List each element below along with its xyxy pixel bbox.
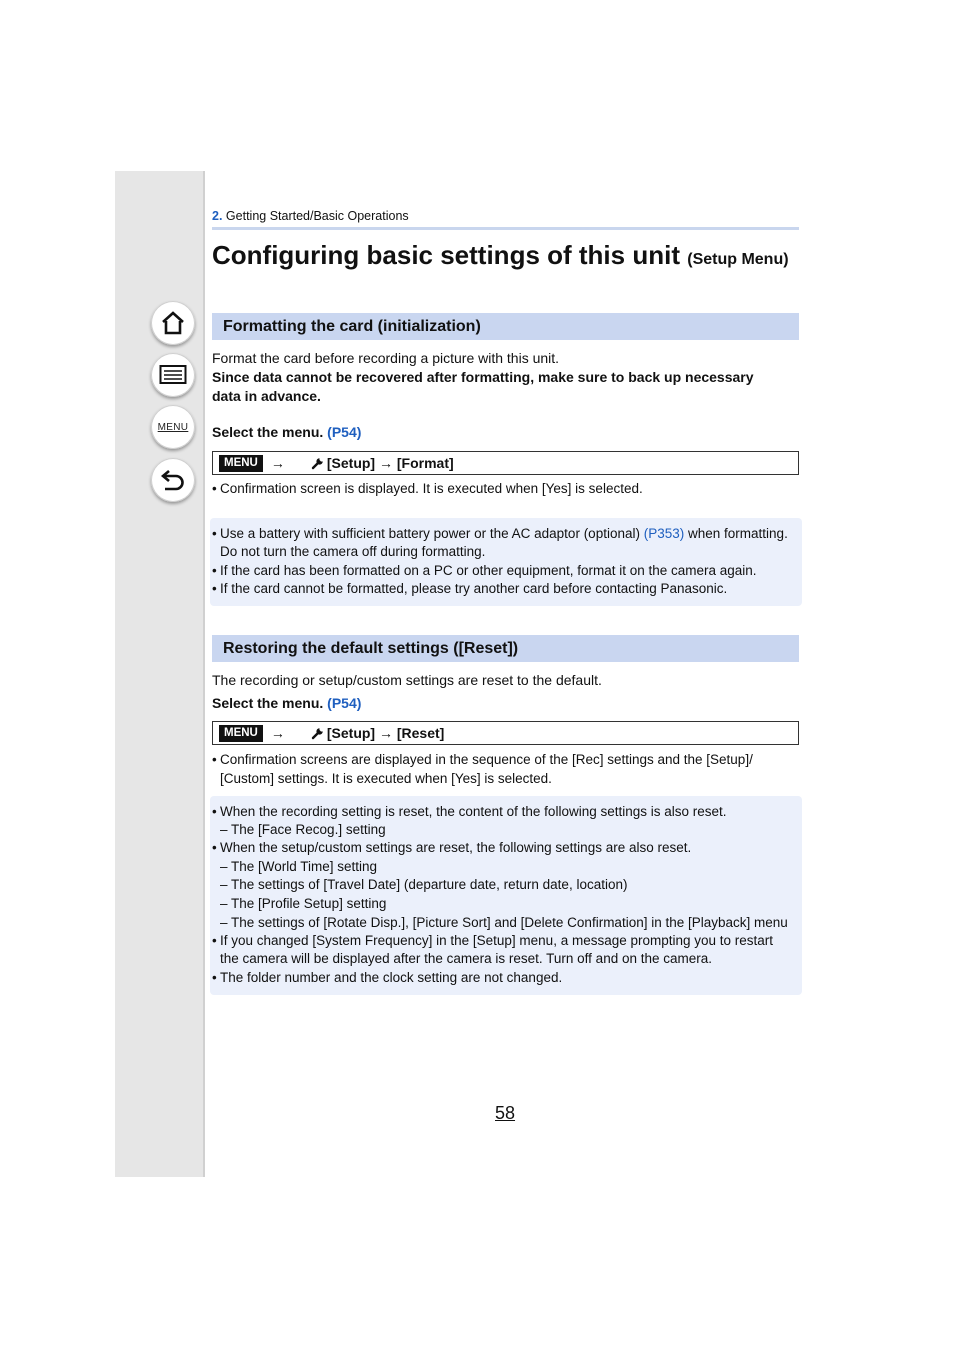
reset-note-box [210,796,802,995]
breadcrumb [212,209,409,223]
home-icon [160,310,186,336]
section-heading-format: Formatting the card (initialization) [212,313,799,340]
breadcrumb-number: 2. [212,209,223,223]
reset-intro: The recording or setup/custom settings are reset to the default. [212,672,602,688]
back-button[interactable] [151,458,195,502]
reset-note-2: • When the setup/custom settings are reset, the following settings are also reset. [212,840,692,855]
format-note-2: • If the card has been formatted on a PC or other equipment, format it on the camera again. [212,563,757,578]
format-warning-line1: Since data cannot be recovered after formatting, make sure to back up necessary [212,369,754,385]
reset-note-2-sub-4: – The settings of [Rotate Disp.], [Picture Sort] and [Delete Confirmation] in the [Playback] menu [220,915,788,930]
reset-select-menu [212,694,802,713]
format-menu-path [212,451,799,475]
header-rule [212,227,799,230]
reset-note-2-sub-1: – The [World Time] setting [220,859,378,874]
sidebar-divider [203,171,205,1177]
format-menu-path-text: [Setup] → [Format] [326,455,454,471]
reset-bullet: • Confirmation screens are displayed in the sequence of the [Rec] settings and the [Setup]/ [Custom] settings. It is executed when [Yes] is selected. [212,751,802,788]
reset-note-2-sub-3: – The [Profile Setup] setting [220,896,387,911]
menu-button[interactable] [151,405,195,449]
format-bullet-text: Confirmation screen is displayed. It is executed when [Yes] is selected. [220,481,643,496]
reset-note-3-cont: the camera will be displayed after the camera is reset. Turn off and on the camera. [220,951,713,966]
page-link-p353[interactable]: (P353) [643,526,685,541]
reset-note-1-sub: – The [Face Recog.] setting [220,822,386,837]
reset-menu-path [212,721,799,745]
page-title [212,240,789,271]
page-link-p54[interactable]: (P54) [327,695,362,711]
format-note-1-cont: Do not turn the camera off during formatting. [220,544,486,559]
menu-tag: MENU [219,455,263,472]
select-menu-label: Select the menu. [212,695,324,711]
reset-note-3: • If you changed [System Frequency] in the [Setup] menu, a message prompting you to restart [212,933,774,948]
format-select-menu [212,423,802,442]
format-bullet: • Confirmation screen is displayed. It is executed when [Yes] is selected. [212,480,802,499]
format-note-box [210,518,802,606]
page-number: 58 [495,1103,516,1123]
format-note-3: • If the card cannot be formatted, please try another card before contacting Panasonic. [212,581,728,596]
select-menu-label: Select the menu. [212,424,324,440]
breadcrumb-text: Getting Started/Basic Operations [225,209,409,223]
page-title-sub: (Setup Menu) [687,251,789,268]
reset-menu-path-text: [Setup] → [Reset] [326,725,445,741]
menu-button-label: MENU [157,421,189,433]
menu-tag: MENU [219,725,263,742]
format-warning-line2: data in advance. [212,388,321,404]
section-heading-reset: Restoring the default settings ([Reset]) [212,635,799,662]
page-title-main: Configuring basic settings of this unit [212,240,680,270]
format-note-1: • Use a battery with sufficient battery power or the AC adaptor (optional) (P353) when formatting. [212,526,788,541]
reset-note-1: • When the recording setting is reset, the content of the following settings is also reset. [212,804,727,819]
wrench-icon [311,456,325,470]
contents-button[interactable] [151,353,195,397]
reset-bullet-line2: [Custom] settings. It is executed when [Yes] is selected. [220,770,552,786]
arrow-icon: → [270,455,285,471]
arrow-icon: → [270,725,285,741]
list-icon [159,364,187,386]
page-link-p54[interactable]: (P54) [327,424,362,440]
back-arrow-icon [159,467,187,493]
reset-note-4: • The folder number and the clock setting are not changed. [212,970,563,985]
wrench-icon [311,726,325,740]
home-button[interactable] [151,301,195,345]
reset-note-2-sub-2: – The settings of [Travel Date] (departure date, return date, location) [220,877,628,892]
reset-bullet-line1: Confirmation screens are displayed in the sequence of the [Rec] settings and the [Setup]/ [220,752,753,767]
format-intro: Format the card before recording a picture with this unit. [212,350,560,366]
